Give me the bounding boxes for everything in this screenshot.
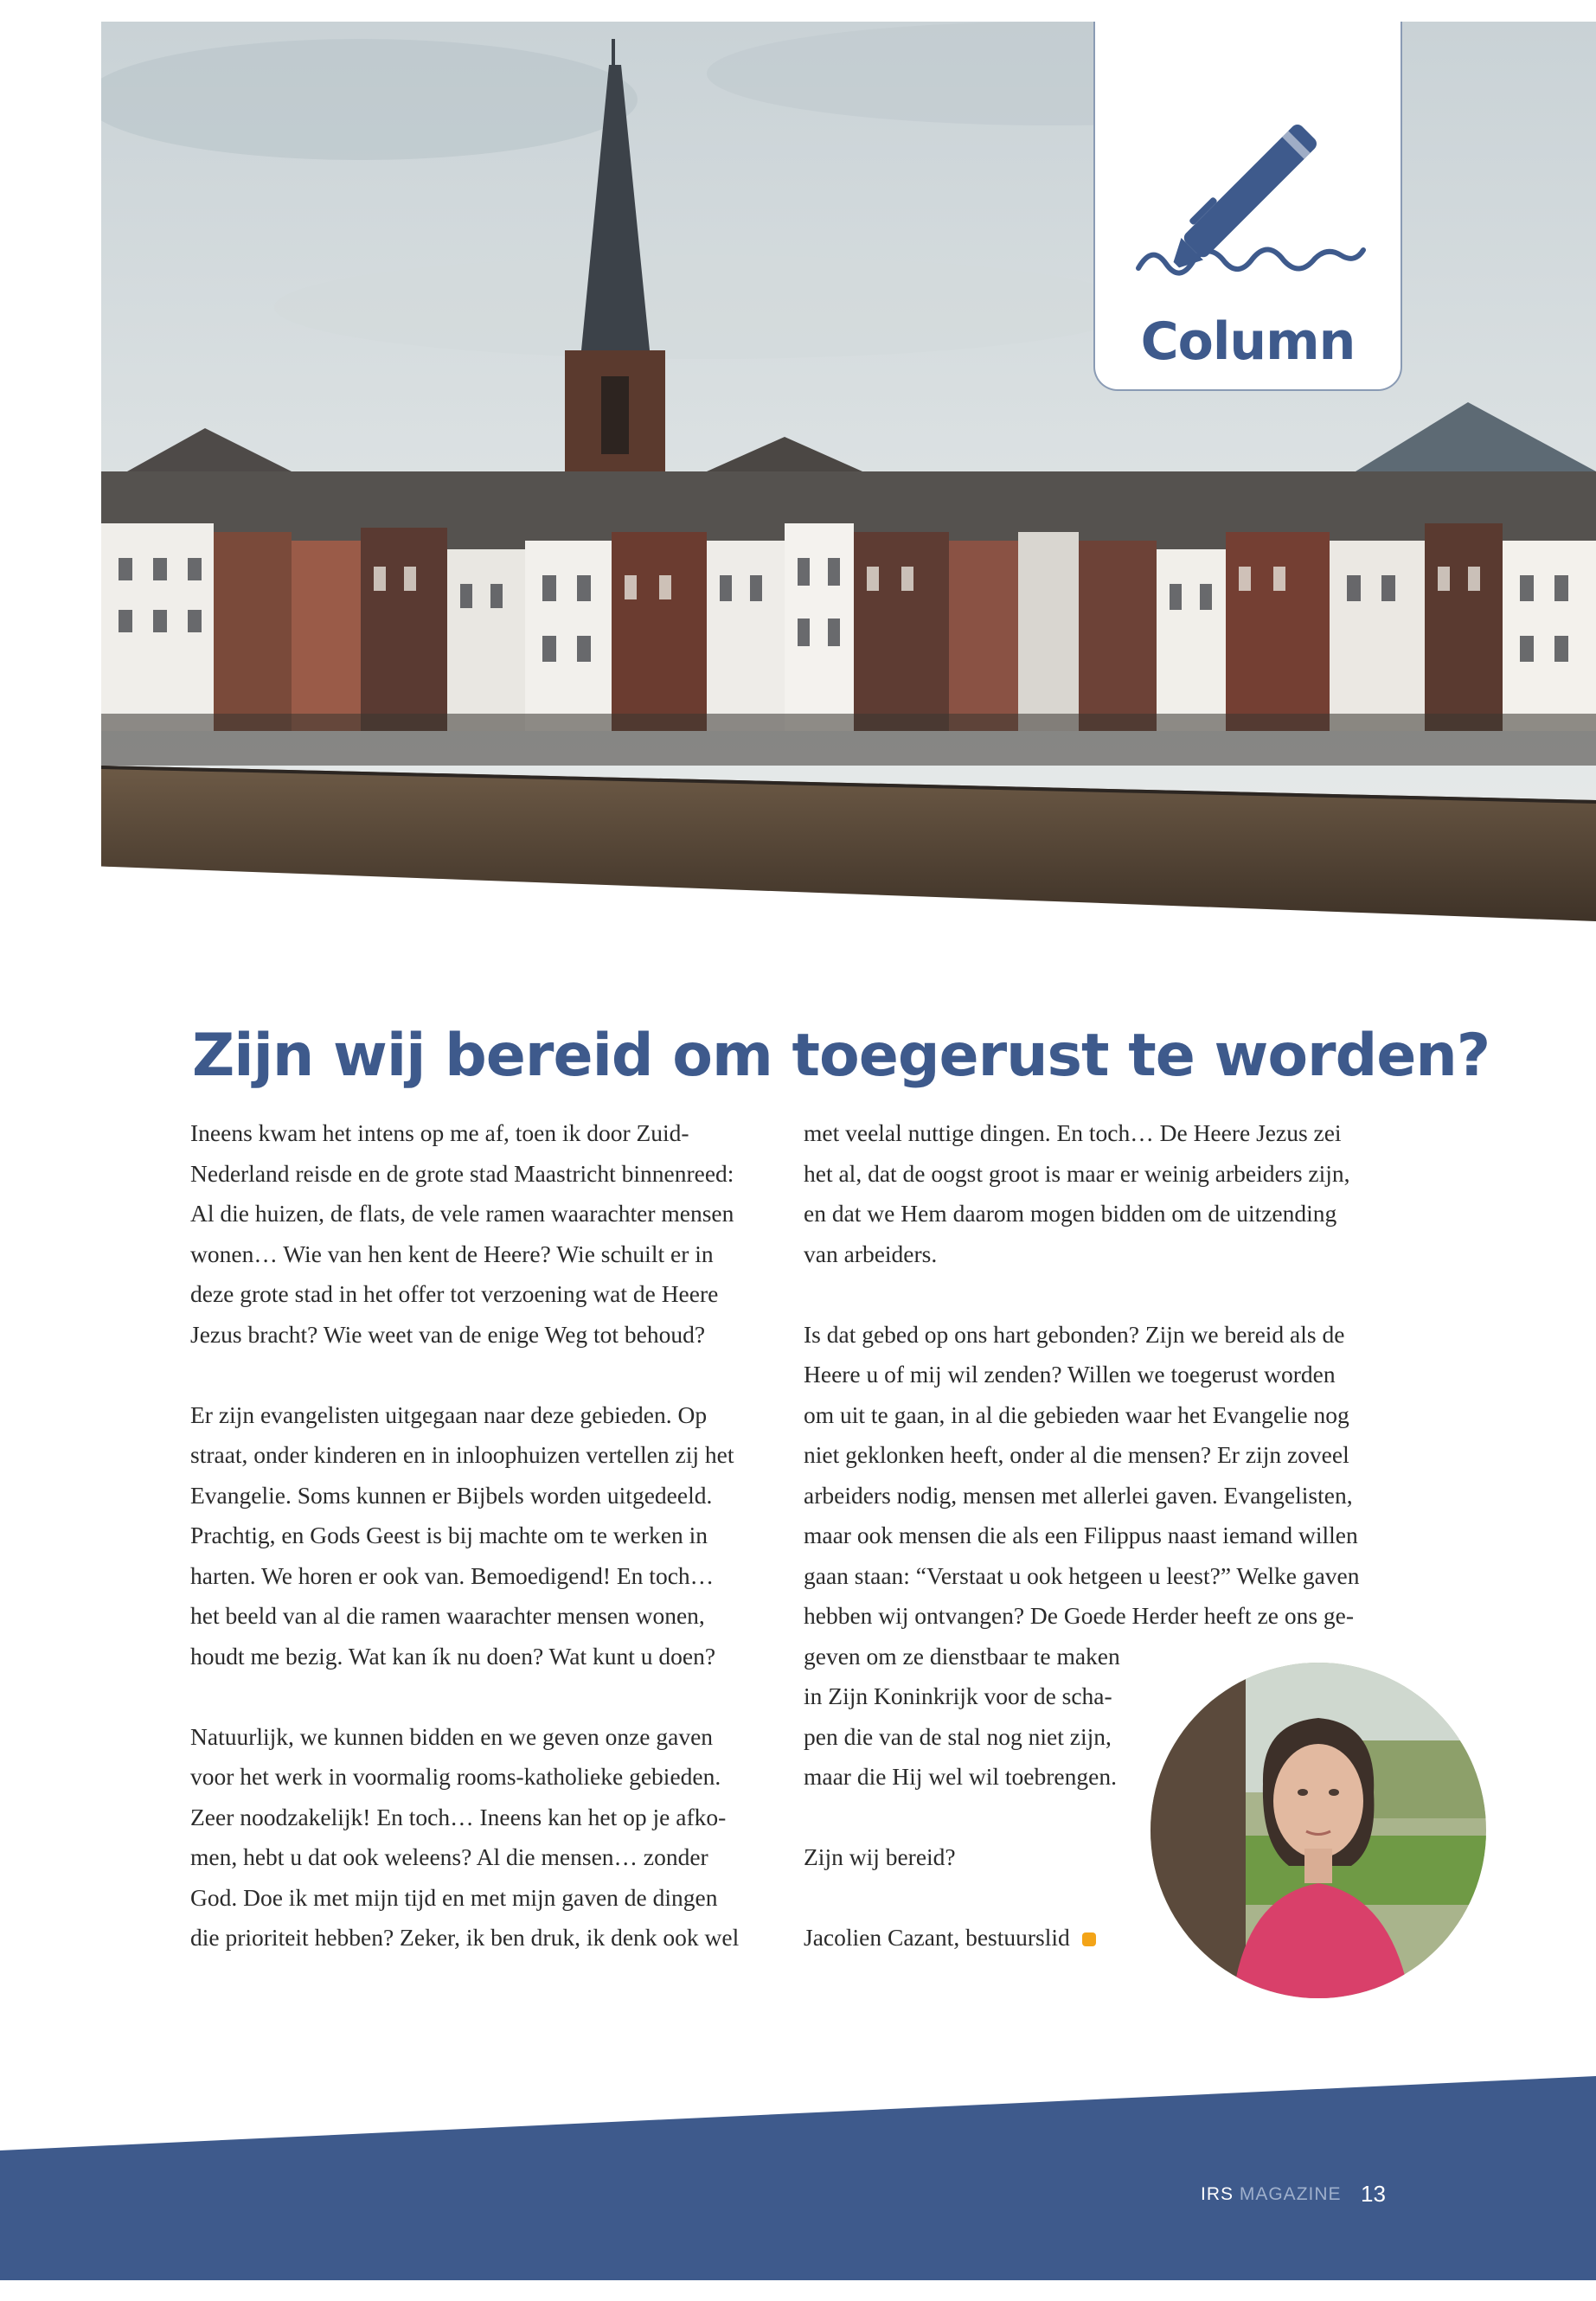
page-number: 13 [1361, 2181, 1386, 2207]
text-line: Jezus bracht? Wie weet van de enige Weg tot behoud? [190, 1320, 706, 1348]
text-line: Al die huizen, de flats, de vele ramen waarachter mensen [190, 1200, 734, 1227]
brand-light: MAGAZINE [1234, 2184, 1342, 2204]
paragraph [190, 1395, 779, 1677]
text-line: straat, onder kinderen en in inloophuizen vertellen zij het [190, 1441, 734, 1468]
end-bullet-icon [1082, 1932, 1096, 1946]
text-line: die prioriteit hebben? Zeker, ik ben druk, ik denk ook wel [190, 1924, 740, 1951]
text-line: Evangelie. Soms kunnen er Bijbels worden uitgedeeld. [190, 1481, 713, 1509]
brand-bold: IRS [1201, 2184, 1234, 2204]
text-line: in Zijn Koninkrijk voor de scha- [804, 1682, 1112, 1709]
text-line: maar die Hij wel wil toebrengen. [804, 1763, 1117, 1790]
text-line: Ineens kwam het intens op me af, toen ik door Zuid- [190, 1119, 689, 1146]
article-left-column [190, 1113, 779, 1998]
text-line: houdt me bezig. Wat kan ík nu doen? Wat kunt u doen? [190, 1642, 716, 1670]
paragraph [190, 1113, 779, 1355]
text-line: met veelal nuttige dingen. En toch… De Heere Jezus zei [804, 1119, 1342, 1146]
pen-icon [1130, 104, 1372, 294]
text-line: deze grote stad in het offer tot verzoening wat de Heere [190, 1280, 719, 1307]
text-line: men, hebt u dat ook weleens? Al die mensen… zonder [190, 1843, 708, 1870]
paragraph [804, 1113, 1392, 1274]
text-line: Zijn wij bereid? [804, 1843, 956, 1870]
text-line: gaan staan: “Verstaat u ook hetgeen u leest?” Welke gaven [804, 1561, 1360, 1589]
magazine-brand [1201, 2184, 1342, 2205]
text-line: wonen… Wie van hen kent de Heere? Wie schuilt er in [190, 1240, 714, 1267]
text-line: van arbeiders. [804, 1240, 938, 1267]
footer-band [0, 2076, 1596, 2280]
text-line: Nederland reisde en de grote stad Maastricht binnenreed: [190, 1159, 734, 1187]
text-line: Natuurlijk, we kunnen bidden en we geven onze gaven [190, 1722, 714, 1750]
text-line: pen die van de stal nog niet zijn, [804, 1722, 1112, 1750]
column-badge [1093, 22, 1402, 391]
text-line: het beeld van al die ramen waarachter mensen wonen, [190, 1602, 705, 1629]
text-line: God. Doe ik met mijn tijd en met mijn gaven de dingen [190, 1883, 718, 1911]
column-label: Column [1140, 311, 1356, 372]
text-line: en dat we Hem daarom mogen bidden om de uitzending [804, 1200, 1337, 1227]
text-line: Prachtig, en Gods Geest is bij machte om te werken in [190, 1522, 708, 1548]
text-line: geven om ze dienstbaar te maken [804, 1642, 1120, 1670]
text-line: Is dat gebed op ons hart gebonden? Zijn we bereid als de [804, 1320, 1345, 1348]
text-line: Zeer noodzakelijk! En toch… Ineens kan het op je afko- [190, 1803, 727, 1830]
text-line: het al, dat de oogst groot is maar er weinig arbeiders zijn, [804, 1159, 1350, 1187]
author-portrait [1151, 1663, 1486, 1998]
text-line: harten. We horen er ook van. Bemoedigend! En toch… [190, 1561, 715, 1589]
paragraph [190, 1717, 779, 1958]
text-line: niet geklonken heeft, onder al die mensen? Er zijn zoveel [804, 1441, 1349, 1468]
author-signoff: Jacolien Cazant, bestuurslid [804, 1924, 1070, 1951]
text-line: hebben wij ontvangen? De Goede Herder heeft ze ons ge- [804, 1602, 1355, 1629]
text-line: om uit te gaan, in al die gebieden waar het Evangelie nog [804, 1400, 1349, 1428]
article-title: Zijn wij bereid om toegerust te worden? [192, 1021, 1490, 1090]
text-line: Er zijn evangelisten uitgegaan naar deze gebieden. Op [190, 1400, 708, 1428]
text-line: voor het werk in voormalig rooms-katholieke gebieden. [190, 1763, 721, 1790]
text-line: arbeiders nodig, mensen met allerlei gaven. Evangelisten, [804, 1481, 1353, 1509]
text-line: maar ook mensen die als een Filippus naast iemand willen [804, 1522, 1358, 1548]
text-line: Heere u of mij wil zenden? Willen we toegerust worden [804, 1361, 1336, 1388]
